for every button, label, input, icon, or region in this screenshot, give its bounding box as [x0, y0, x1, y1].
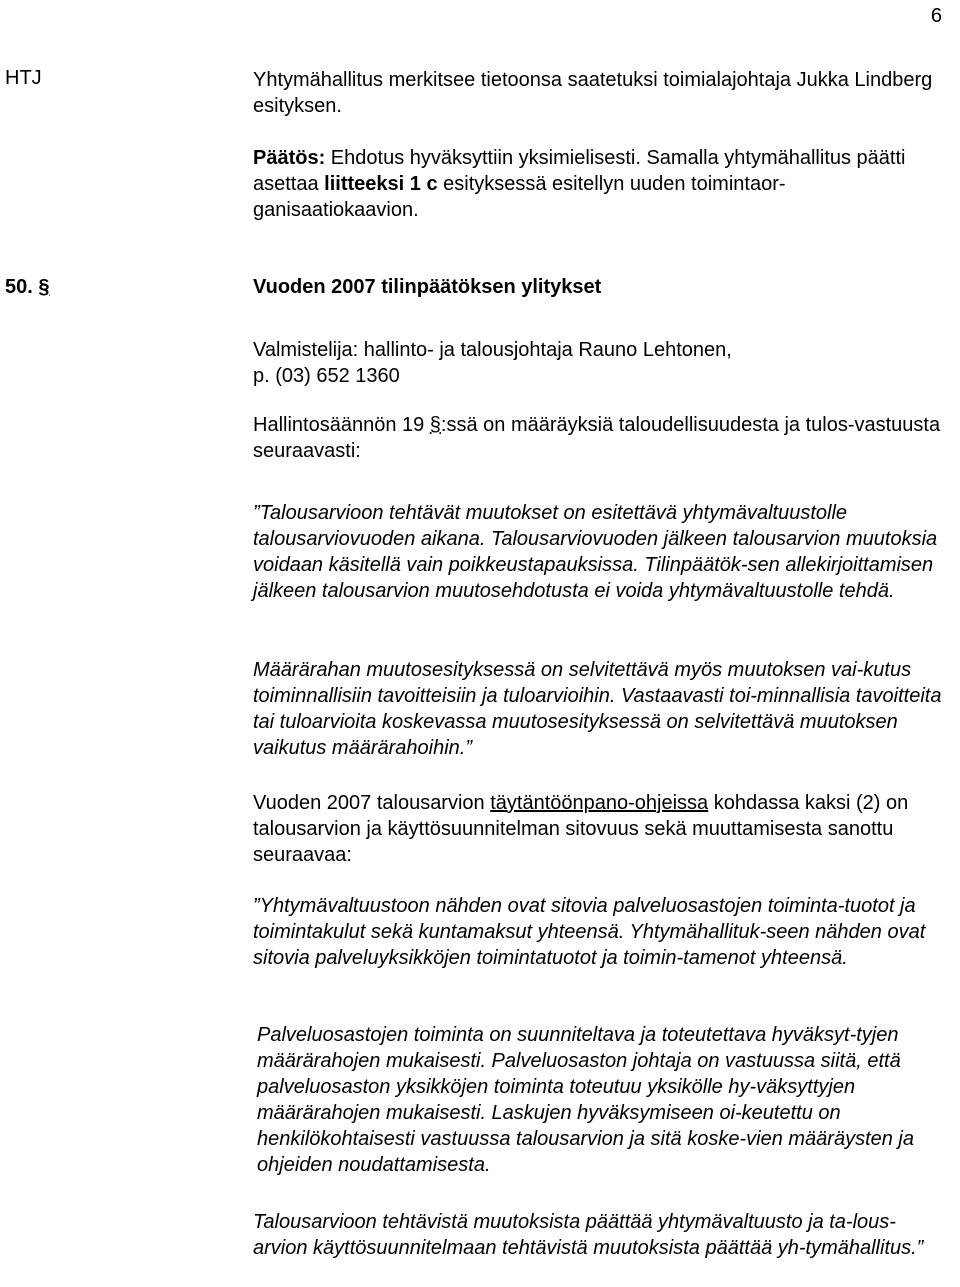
quote-3-text: ”Yhtymävaltuustoon nähden ovat sitovia palveluosastojen toiminta-tuotot ja toimintakulut sekä kuntamaksut yhteensä. Yhtymähallituk-seen nähden ovat sitovia palveluyksikköjen toimintatuotot ja toimin-tamenot yhteensä. [253, 895, 926, 969]
quote-1-text: ”Talousarvioon tehtävät muutokset on esitettävä yhtymävaltuustolle talousarviovuoden aikana. Talousarviovuoden jälkeen talousarvion muutoksia voidaan käsitellä vain poikkeustapauksissa. Tilinpäätök-sen allekirjoittamisen jälkeen talousarvion muutosehdotusta ei voida yhtymävaltuustolle tehdä. [253, 502, 938, 602]
regulation-text-a: Hallintosäännön 19 [253, 414, 430, 436]
quote-2-text: Määrärahan muutosesityksessä on selvitettävä myös muutoksen vai-kutus toiminnallisiin tavoitteisiin ja tuloarvioihin. Vastaavasti toi-minnallisia tavoitteita tai tuloarvioita koskevassa muutosesityksessä on selvitettävä muutoksen vaikutus määrärahoihin.” [253, 659, 942, 759]
budget-text-a: Vuoden 2007 talousarvion [253, 792, 491, 814]
margin-label: HTJ [5, 67, 42, 89]
budget-text-b: kohdassa kaksi (2) on talousarvion ja käyttösuunnitelman sitovuus sekä muuttamisesta sanottu seuraavaa: [253, 792, 909, 866]
acknowledgement-text: Yhtymähallitus merkitsee tietoonsa saatetuksi toimialajohtaja Jukka Lindberg esityksen. [253, 69, 933, 117]
item-number-block [5, 276, 50, 299]
quote-5 [253, 1209, 942, 1261]
budget-paragraph [253, 790, 942, 868]
preparer-line-1: Valmistelija: hallinto- ja talousjohtaja Rauno Lehtonen, [253, 339, 732, 361]
item-number: 50. [5, 276, 33, 298]
decision-label: Päätös: [253, 147, 326, 169]
decision-text-a: Ehdotus hyväksyttiin yksimielisesti. Samalla yhtymähallitus päätti asettaa [253, 147, 906, 195]
page-number: 6 [930, 5, 942, 27]
preparer-line-2: p. (03) 652 1360 [253, 365, 400, 387]
regulation-paragraph [253, 412, 942, 464]
preparer-paragraph [253, 337, 942, 389]
attachment-reference: liitteeksi 1 c [324, 173, 438, 195]
regulation-section-mark: § [429, 414, 441, 436]
quote-4 [253, 1022, 942, 1178]
regulation-text-b: :ssä on määräyksiä taloudellisuudesta ja tulos-vastuusta seuraavasti: [253, 414, 941, 462]
intro-paragraph [253, 67, 942, 119]
implementation-guidelines-link[interactable]: täytäntöönpano-ohjeissa [490, 792, 709, 814]
item-title: Vuoden 2007 tilinpäätöksen ylitykset [253, 276, 602, 298]
quote-5-text: Talousarvioon tehtävistä muutoksista päättää yhtymävaltuusto ja ta-lous-arvion käyttösuunnitelmaan tehtävistä muutoksista päättää yh-tymähallitus.” [253, 1211, 924, 1259]
quote-2 [253, 657, 942, 761]
decision-paragraph [253, 145, 942, 223]
decision-text-b: esityksessä esitellyn uuden toimintaor-ganisaatiokaavion. [253, 173, 786, 221]
quote-3 [253, 893, 942, 971]
quote-4-text: Palveluosastojen toiminta on suunniteltava ja toteutettava hyväksyt-tyjen määrärahojen mukaisesti. Palveluosaston johtaja on vastuussa siitä, että palveluosaston yksikköjen toiminta toteutuu yksikölle hy-väksyttyjen määrärahojen mukaisesti. Laskujen hyväksymiseen oi-keutettu on henkilökohtaisesti vastuussa talousarvion ja sitä koske-vien määräysten ja ohjeiden noudattamisesta. [257, 1024, 915, 1176]
section-mark: § [38, 276, 50, 298]
quote-1 [253, 500, 942, 604]
